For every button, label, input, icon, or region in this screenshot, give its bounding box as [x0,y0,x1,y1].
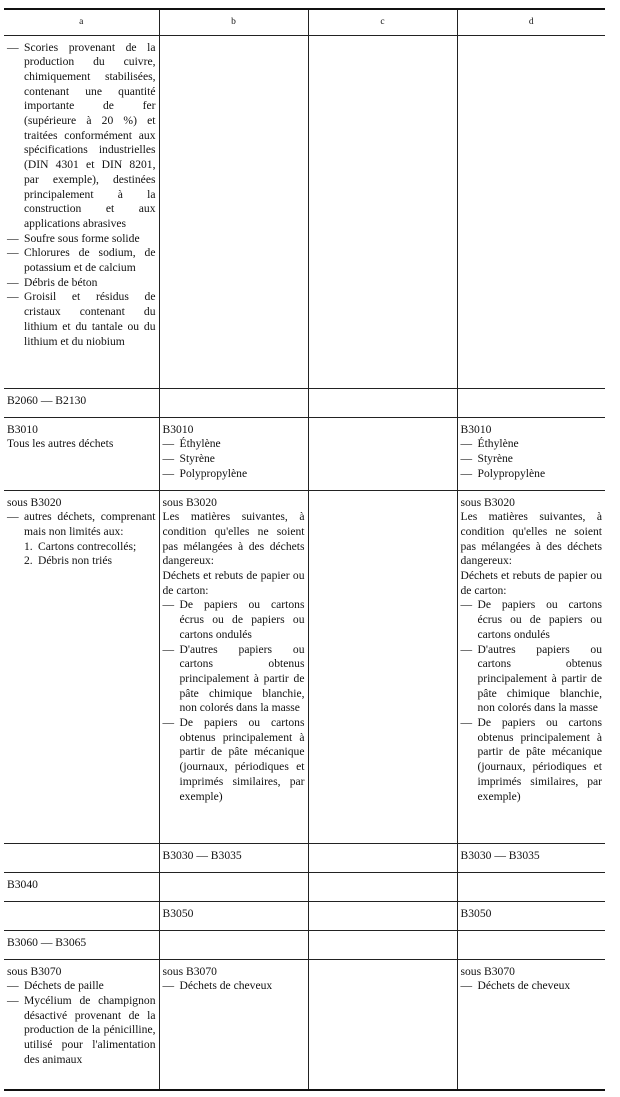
list-item: — De papiers ou cartons écrus ou de papiers ou cartons ondulés [163,598,305,642]
cell-b [159,930,308,959]
list-item [24,554,156,569]
table-row [4,930,605,959]
cell-a [4,35,159,388]
table-row [4,417,605,490]
code-label: sous B3020 [460,495,515,509]
cell-d [457,930,605,959]
table-row [4,872,605,901]
dash-list [461,437,603,481]
table-row [4,388,605,417]
cell-b [159,959,308,1090]
cell-a [4,388,159,417]
cell-d [457,490,605,843]
item-text: Cartons contrecollés; [38,539,137,553]
list-item: — Groisil et résidus de cristaux contenant du lithium et du tantale ou du lithium et du niobium [7,290,156,349]
list-item: — Soufre sous forme solide [7,232,156,247]
list-item: — Débris de béton [7,276,156,291]
list-item: — Éthylène [461,437,603,452]
cell-b [159,417,308,490]
table-row [4,490,605,843]
code-label: B3010 [162,422,194,436]
list-item: — autres déchets, comprenant mais non limités aux: [7,510,156,539]
cell-a [4,490,159,843]
header-col-a: a [4,9,159,35]
dash-list [163,979,305,994]
list-item: — De papiers ou cartons écrus ou de papiers ou cartons ondulés [461,598,603,642]
cell-a [4,843,159,872]
dash-list [7,979,156,1067]
list-item: — Chlorures de sodium, de potassium et de calcium [7,246,156,275]
cell-d [457,843,605,872]
cell-text: Les matières suivantes, à condition qu'elles ne soient pas mélangées à des déchets dangereux: [460,510,602,568]
cell-b [159,490,308,843]
cell-d [457,872,605,901]
cell-b [159,901,308,930]
table-row [4,843,605,872]
cell-c [308,490,457,843]
list-item: — Polypropylène [163,467,305,482]
cell-b [159,35,308,388]
list-item: — Polypropylène [461,467,603,482]
dash-list [7,510,156,539]
list-item [24,540,156,555]
cell-text: Déchets et rebuts de papier ou de carton: [460,569,602,597]
code-range: B3030 — B3035 [460,848,540,862]
code-range: B3030 — B3035 [162,848,242,862]
code-label: B3010 [460,422,492,436]
table-header-row [4,9,605,35]
code-label: B3050 [162,906,194,920]
code-range: B3060 — B3065 [7,935,87,949]
cell-c [308,35,457,388]
item-number: 1. [24,539,33,553]
list-item: — D'autres papiers ou cartons obtenus principalement à partir de pâte chimique blanchie, non colorés dans la masse [461,643,603,717]
cell-c [308,930,457,959]
cell-d [457,417,605,490]
cell-c [308,388,457,417]
cell-a [4,417,159,490]
waste-classification-table [4,8,605,1091]
cell-c [308,417,457,490]
header-col-b: b [159,9,308,35]
cell-b [159,843,308,872]
cell-c [308,872,457,901]
cell-text: Les matières suivantes, à condition qu'elles ne soient pas mélangées à des déchets dangereux: [162,510,305,568]
cell-a [4,872,159,901]
cell-d [457,388,605,417]
list-item: — Déchets de cheveux [163,979,305,994]
dash-list [461,598,603,804]
code-label: sous B3070 [162,964,217,978]
list-item: — Styrène [461,452,603,467]
list-item: — Déchets de paille [7,979,156,994]
code-label: sous B3020 [162,495,217,509]
item-text: Débris non triés [38,554,113,568]
list-item: — De papiers ou cartons obtenus principalement à partir de pâte mécanique (journaux, périodiques et imprimés similaires, par exemple) [163,716,305,804]
list-item: — De papiers ou cartons obtenus principalement à partir de pâte mécanique (journaux, périodiques et imprimés similaires, par exemple) [461,716,603,804]
cell-d [457,959,605,1090]
table-row [4,959,605,1090]
cell-d [457,901,605,930]
dash-list [163,598,305,804]
list-item: — Mycélium de champignon désactivé provenant de la production de la pénicilline, utilisé pour l'alimentation des animaux [7,994,156,1068]
list-item: — D'autres papiers ou cartons obtenus principalement à partir de pâte chimique blanchie, non colorés dans la masse [163,643,305,717]
list-item: — Éthylène [163,437,305,452]
dash-list [7,41,156,350]
cell-b [159,872,308,901]
code-label: sous B3070 [7,964,62,978]
cell-c [308,959,457,1090]
cell-c [308,901,457,930]
cell-a [4,959,159,1090]
header-col-d: d [457,9,605,35]
table-row [4,901,605,930]
list-item: — Déchets de cheveux [461,979,603,994]
dash-list [461,979,603,994]
cell-b [159,388,308,417]
code-label: B3040 [7,877,38,891]
cell-text: Tous les autres déchets [7,437,114,451]
dash-list [163,437,305,481]
cell-a [4,901,159,930]
code-range: B2060 — B2130 [7,393,87,407]
list-item: — Scories provenant de la production du cuivre, chimiquement stabilisées, contenant une quantité importante de fer (supérieure à 20 %) et traitées conformément aux spécifications industrielles (DIN 4301 et DIN 8201, par exemple), destinées principalement à la construction et aux applications abrasives [7,41,156,232]
table-row [4,35,605,388]
code-label: B3050 [460,906,492,920]
code-label: sous B3070 [460,964,515,978]
header-col-c: c [308,9,457,35]
cell-d [457,35,605,388]
cell-text: Déchets et rebuts de papier ou de carton: [162,569,305,597]
code-label: sous B3020 [7,495,62,509]
cell-a [4,930,159,959]
list-item: — Styrène [163,452,305,467]
code-label: B3010 [7,422,38,436]
numbered-list [7,540,156,569]
cell-c [308,843,457,872]
item-number: 2. [24,554,33,568]
